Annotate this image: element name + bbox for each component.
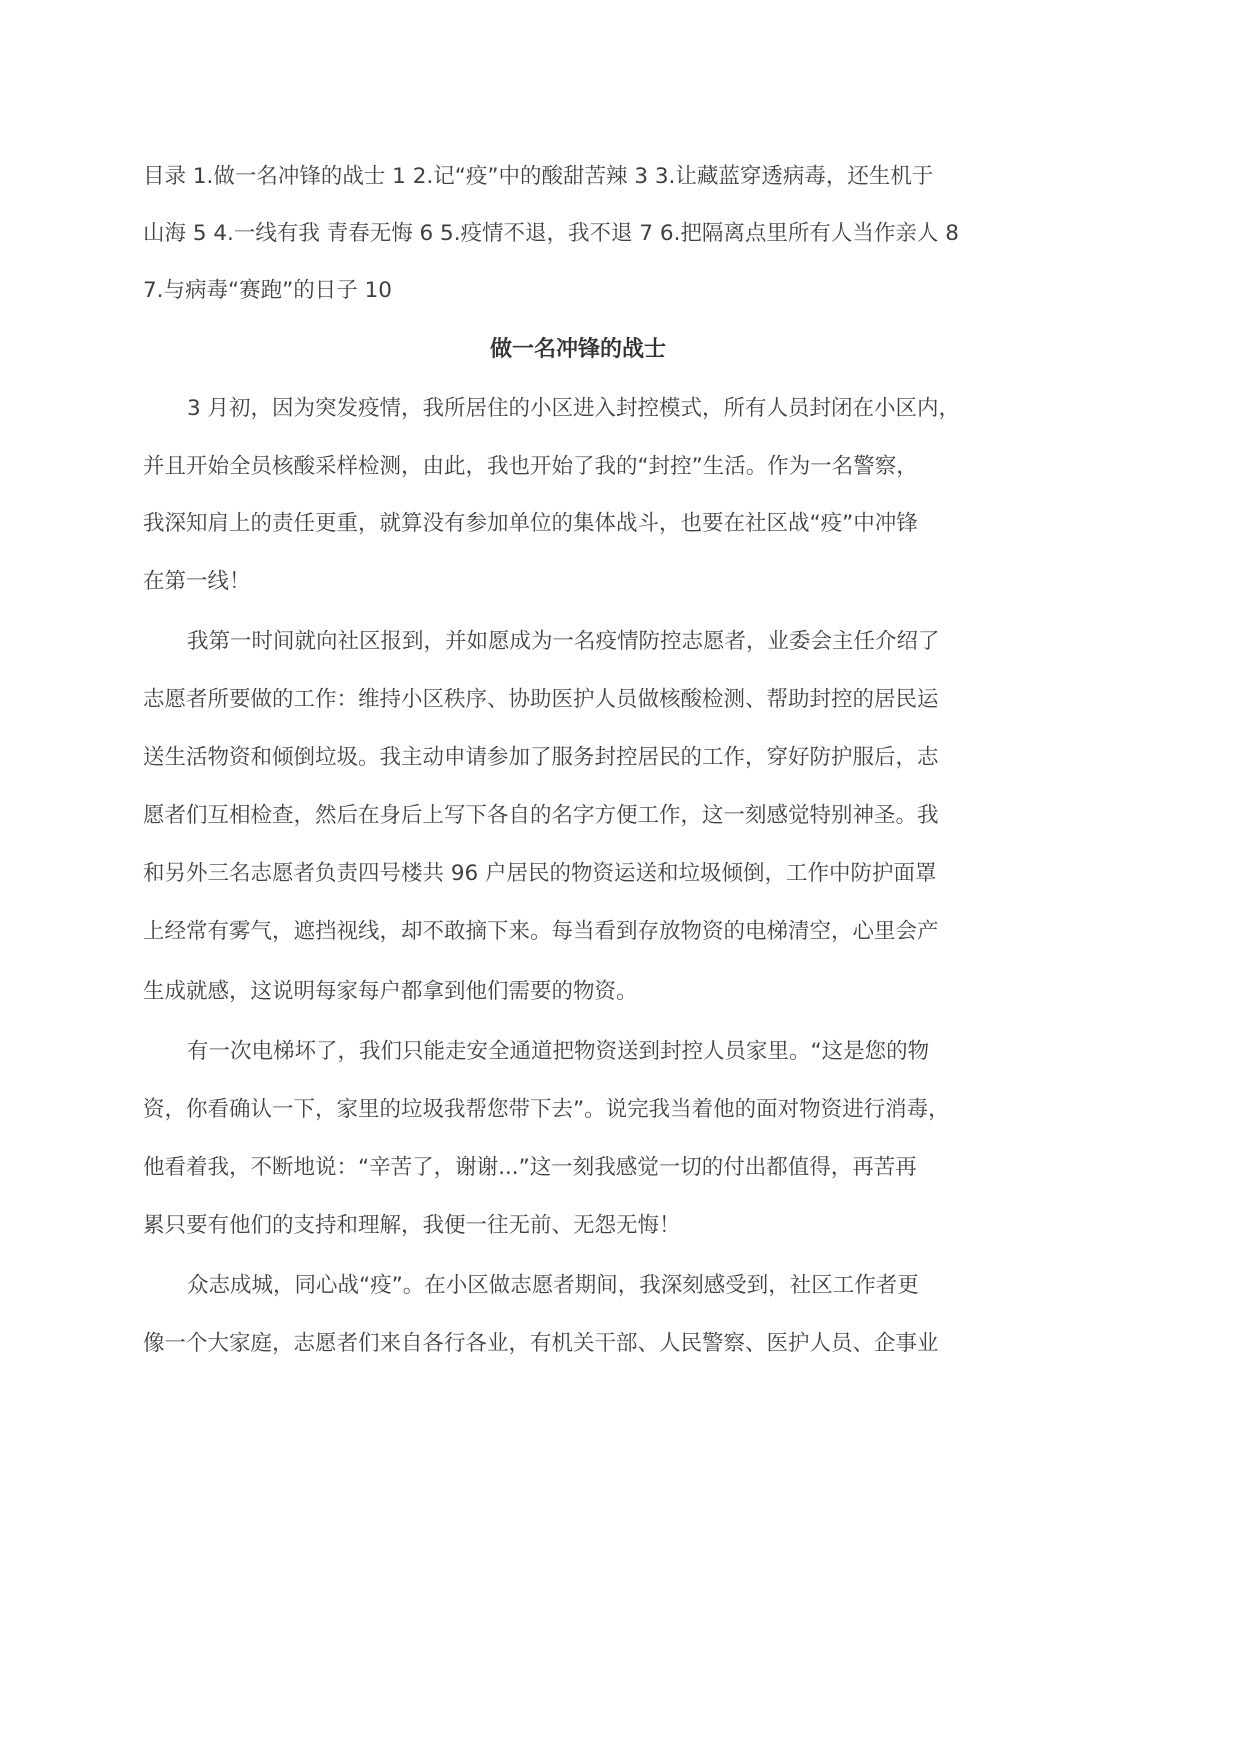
paragraph-line: 像一个大家庭，志愿者们来自各行各业，有机关干部、人民警察、医护人员、企事业 [143, 1331, 939, 1356]
toc-line: 山海 5 4.一线有我 青春无悔 6 5.疫情不退，我不退 7 6.把隔离点里所有人当作亲人 8 [143, 221, 959, 246]
paragraph-line: 并且开始全员核酸采样检测，由此，我也开始了我的“封控”生活。作为一名警察， [143, 454, 918, 479]
paragraph-line: 有一次电梯坏了，我们只能走安全通道把物资送到封控人员家里。“这是您的物 [187, 1039, 930, 1064]
paragraph-line: 我深知肩上的责任更重，就算没有参加单位的集体战斗，也要在社区战“疫”中冲锋 [143, 511, 918, 536]
paragraph-line: 他看着我，不断地说：“辛苦了，谢谢...”这一刻我感觉一切的付出都值得，再苦再 [143, 1155, 917, 1180]
paragraph-line: 在第一线！ [143, 569, 251, 594]
paragraph-line: 上经常有雾气，遮挡视线，却不敢摘下来。每当看到存放物资的电梯清空，心里会产 [143, 919, 939, 944]
paragraph-line: 生成就感，这说明每家每户都拿到他们需要的物资。 [143, 979, 638, 1004]
paragraph-line: 愿者们互相检查，然后在身后上写下各自的名字方便工作，这一刻感觉特别神圣。我 [143, 803, 939, 828]
paragraph-line: 累只要有他们的支持和理解，我便一往无前、无怨无悔！ [143, 1213, 681, 1238]
toc-line: 7.与病毒“赛跑”的日子 10 [143, 278, 392, 303]
paragraph-line: 志愿者所要做的工作：维持小区秩序、协助医护人员做核酸检测、帮助封控的居民运 [143, 687, 939, 712]
paragraph-line: 和另外三名志愿者负责四号楼共 96 户居民的物资运送和垃圾倾倒，工作中防护面罩 [143, 861, 937, 886]
paragraph-line: 资，你看确认一下，家里的垃圾我帮您带下去”。说完我当着他的面对物资进行消毒， [143, 1097, 950, 1122]
paragraph-line: 3 月初，因为突发疫情，我所居住的小区进入封控模式，所有人员封闭在小区内， [187, 396, 961, 421]
paragraph-line: 送生活物资和倾倒垃圾。我主动申请参加了服务封控居民的工作，穿好防护服后，志 [143, 745, 939, 770]
toc-line: 目录 1.做一名冲锋的战士 1 2.记“疫”中的酸甜苦辣 3 3.让藏蓝穿透病毒，还生机于 [143, 164, 934, 189]
article-title: 做一名冲锋的战士 [489, 337, 666, 362]
paragraph-line: 我第一时间就向社区报到，并如愿成为一名疫情防控志愿者，业委会主任介绍了 [187, 629, 940, 654]
paragraph-line: 众志成城，同心战“疫”。在小区做志愿者期间，我深刻感受到，社区工作者更 [187, 1273, 919, 1298]
